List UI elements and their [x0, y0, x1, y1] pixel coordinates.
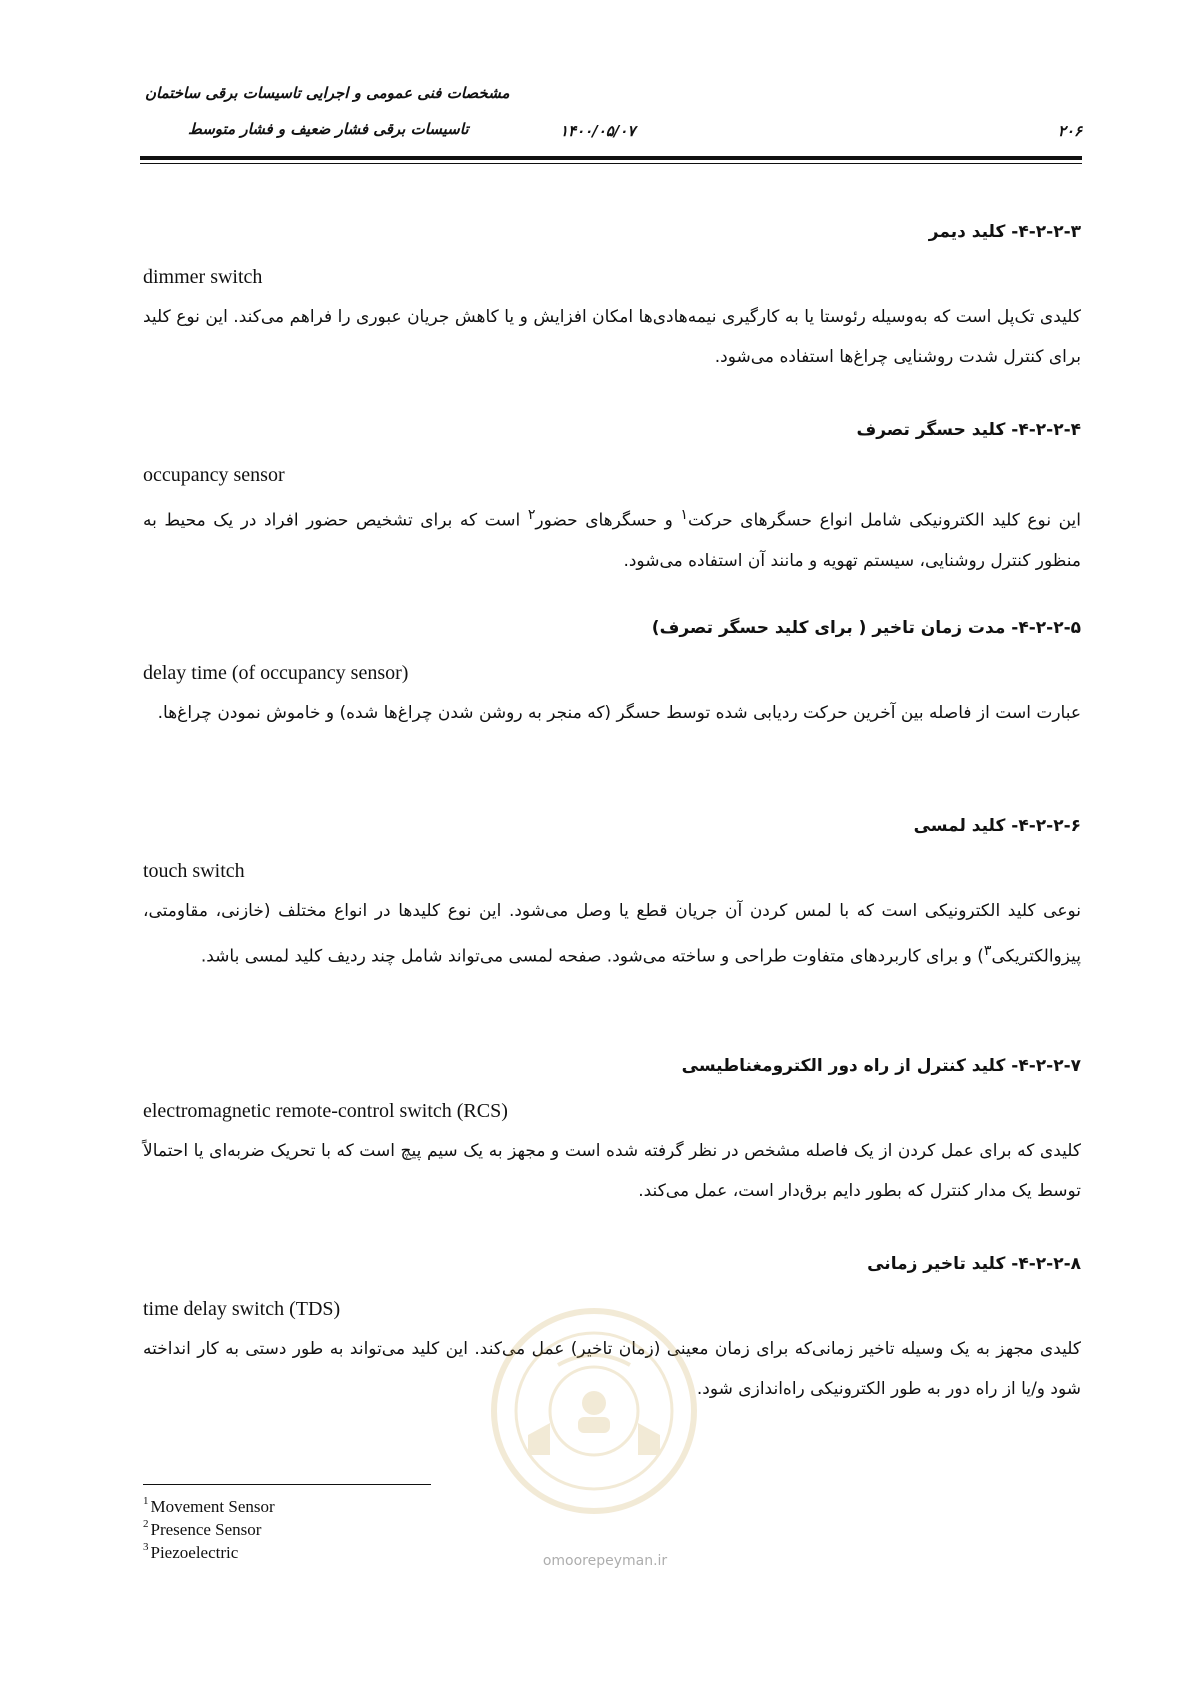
section-body-delay-time: عبارت است از فاصله بین آخرین حرکت ردیابی شده توسط حسگر (که منجر به روشن شدن چراغ‌ها شده) و خاموش نمودن چراغ‌ها.: [157, 703, 1081, 723]
section-english-touch: touch switch: [143, 860, 245, 882]
section-english-dimmer: dimmer switch: [143, 266, 263, 288]
footnote-ref-2: ۲: [527, 507, 536, 523]
footnote-number: 3: [143, 1541, 149, 1553]
footnote-number: 2: [143, 1518, 149, 1530]
footnote-text: Presence Sensor: [150, 1520, 262, 1539]
footnote-text: Movement Sensor: [150, 1497, 275, 1516]
footnote-2: [143, 1520, 261, 1540]
footnote-1: [143, 1497, 275, 1517]
header-subtitle: تاسیسات برقی فشار ضعیف و فشار متوسط: [188, 120, 469, 138]
section-english-delay-time: delay time (of occupancy sensor): [143, 662, 409, 684]
watermark-site: omoorepeyman.ir: [542, 1553, 668, 1569]
section-heading-dimmer: ۴-۲-۲-۳- کلید دیمر: [928, 222, 1081, 242]
section-body-touch-part-a: نوعی کلید الکترونیکی است که با لمس کردن آن جریان قطع یا وصل می‌شود. این نوع کلیدها در انواع مختلف (خازنی، مقاومتی، پیزوالکتریکی: [143, 901, 1081, 967]
footnote-ref-1: ۱: [680, 507, 688, 523]
section-body-occupancy-part-c: است که برای تشخیص حضور افراد در یک محیط به منظور کنترل روشنایی، سیستم تهویه و مانند آن استفاده می‌شود.: [143, 510, 1081, 571]
section-heading-occupancy: ۴-۲-۲-۴- کلید حسگر تصرف: [856, 420, 1081, 440]
page-number: ۲۰۶: [1057, 122, 1082, 140]
section-english-rcs: electromagnetic remote-control switch (RCS): [143, 1100, 508, 1122]
section-body-tds: کلیدی مجهز به یک وسیله تاخیر زمانی‌که برای زمان معینی (زمان تاخیر) عمل می‌کند. این کلید می‌تواند به طور دستی به کار انداخته شود و/یا از راه دور به طور الکترونیکی راه‌اندازی شود.: [143, 1339, 1081, 1399]
section-body-dimmer: کلیدی تک‌پل است که به‌وسیله رئوستا یا به کارگیری نیمه‌هادی‌ها امکان افزایش و یا کاهش جریان عبوری را فراهم می‌کند. این نوع کلید برای کنترل شدت روشنایی چراغ‌ها استفاده می‌شود.: [143, 307, 1081, 367]
header-rule-thick: [140, 156, 1082, 160]
header-title: مشخصات فنی عمومی و اجرایی تاسیسات برقی ساختمان: [145, 84, 510, 102]
footnote-ref-3: ۳: [983, 943, 992, 959]
section-english-occupancy: occupancy sensor: [143, 464, 285, 486]
section-heading-touch: ۴-۲-۲-۶- کلید لمسی: [913, 816, 1081, 836]
header-rule-thin: [140, 163, 1082, 164]
section-body-touch: [143, 891, 1081, 977]
section-body-occupancy-part-b: و حسگرهای حضور: [535, 510, 681, 531]
section-body-occupancy-part-a: این نوع کلید الکترونیکی شامل انواع حسگرهای حرکت: [687, 510, 1081, 531]
footnote-number: 1: [143, 1495, 149, 1507]
footnote-rule: [143, 1484, 431, 1485]
section-english-tds: time delay switch (TDS): [143, 1298, 341, 1320]
section-heading-rcs: ۴-۲-۲-۷- کلید کنترل از راه دور الکترومغناطیسی: [681, 1056, 1081, 1076]
section-heading-delay-time: ۴-۲-۲-۵- مدت زمان تاخیر ( برای کلید حسگر تصرف): [651, 618, 1081, 638]
section-heading-tds: ۴-۲-۲-۸- کلید تاخیر زمانی: [867, 1254, 1081, 1274]
header-date: ۱۴۰۰/۰۵/۰۷: [560, 122, 636, 140]
section-body-occupancy: [143, 495, 1081, 581]
watermark-seal-icon: [488, 1305, 700, 1517]
footnote-text: Piezoelectric: [150, 1543, 239, 1562]
section-body-touch-part-b: ) و برای کاربردهای متفاوت طراحی و ساخته می‌شود. صفحه لمسی می‌تواند شامل چند ردیف کلید لمسی باشد.: [200, 946, 984, 967]
section-body-rcs: کلیدی که برای عمل کردن از یک فاصله مشخص در نظر گرفته شده است و مجهز به یک سیم پیچ است که با تحریک ضربه‌ای یا احتمالاً توسط یک مدار کنترل که بطور دایم برق‌دار است، عمل می‌کند.: [143, 1141, 1081, 1201]
footnote-3: [143, 1543, 238, 1563]
